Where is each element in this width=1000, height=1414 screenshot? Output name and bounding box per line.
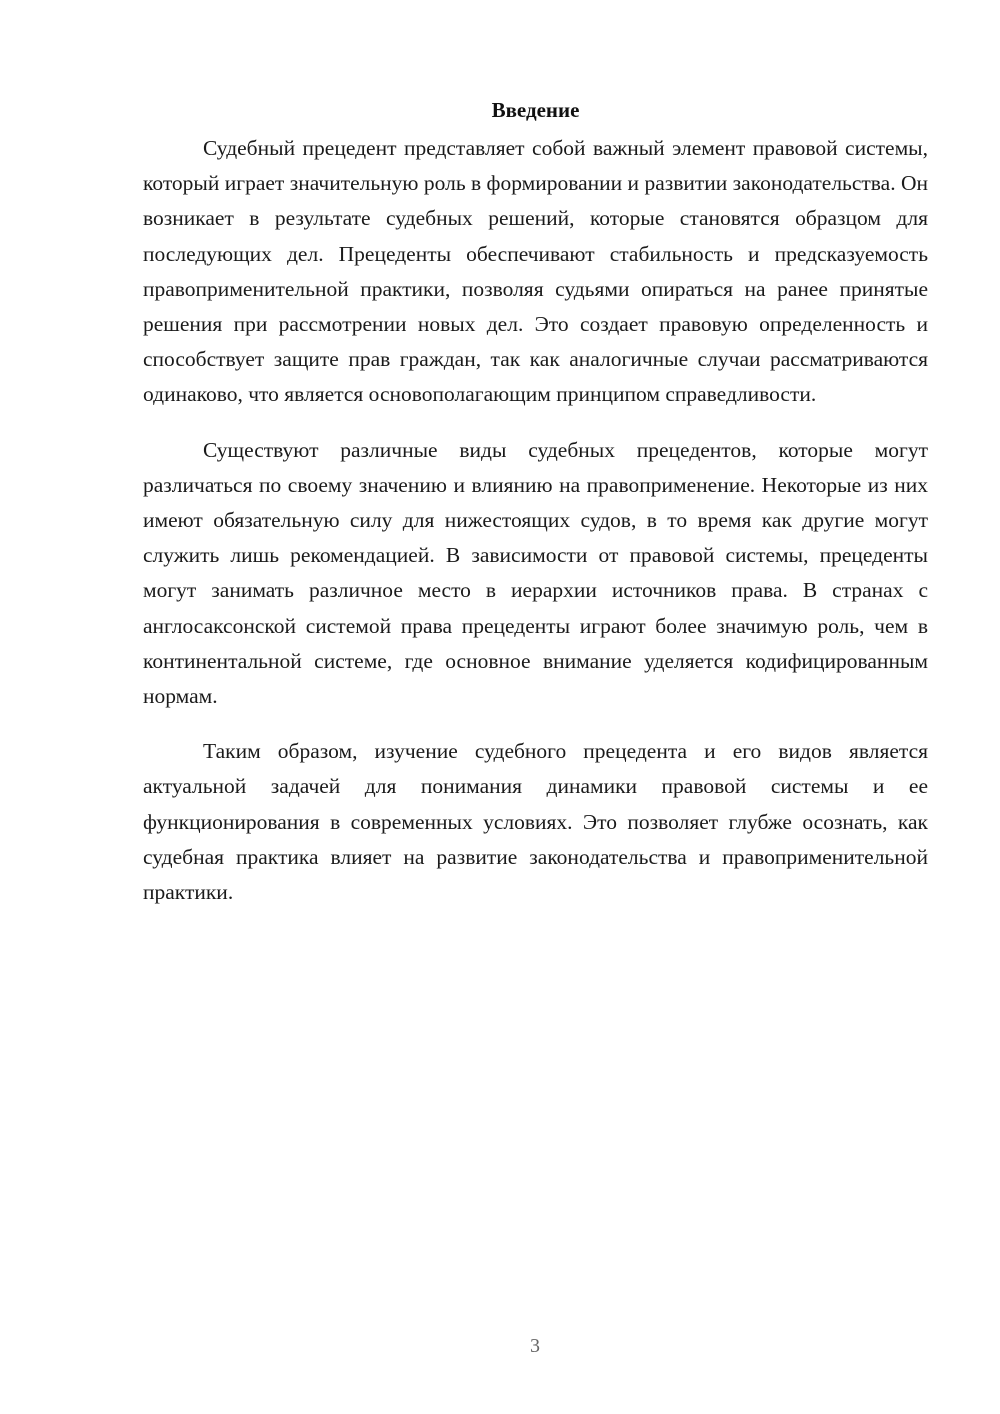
paragraph-1: Судебный прецедент представляет собой важный элемент правовой системы, который играет значительную роль в формировании и развитии законодательства. Он возникает в результате судебных решений, которые становятся образцом для последующих дел. Прецеденты обеспечивают стабильность и предсказуемость правоприменительной практики, позволяя судьями опираться на ранее принятые решения при рассмотрении новых дел. Это создает правовую определенность и способствует защите прав граждан, так как аналогичные случаи рассматриваются одинаково, что является основополагающим принципом справедливости. — [143, 136, 928, 407]
page-content — [143, 95, 928, 930]
paragraph-2: Существуют различные виды судебных прецедентов, которые могут различаться по своему значению и влиянию на правоприменение. Некоторые из них имеют обязательную силу для нижестоящих судов, в то время как другие могут служить лишь рекомендацией. В зависимости от правовой системы, прецеденты могут занимать различное место в иерархии источников права. В странах с англосаксонской системой права прецеденты играют более значимую роль, чем в континентальной системе, где основное внимание уделяется кодифицированным нормам. — [143, 437, 928, 709]
page-number: 3 — [530, 1335, 540, 1357]
paragraph-3: Таким образом, изучение судебного прецедента и его видов является актуальной задачей для понимания динамики правовой системы и ее функционирования в современных условиях. Это позволяет глубже осознать, как судебная практика влияет на развитие законодательства и правоприменительной практики. — [143, 739, 928, 905]
section-title: Введение — [491, 98, 580, 122]
